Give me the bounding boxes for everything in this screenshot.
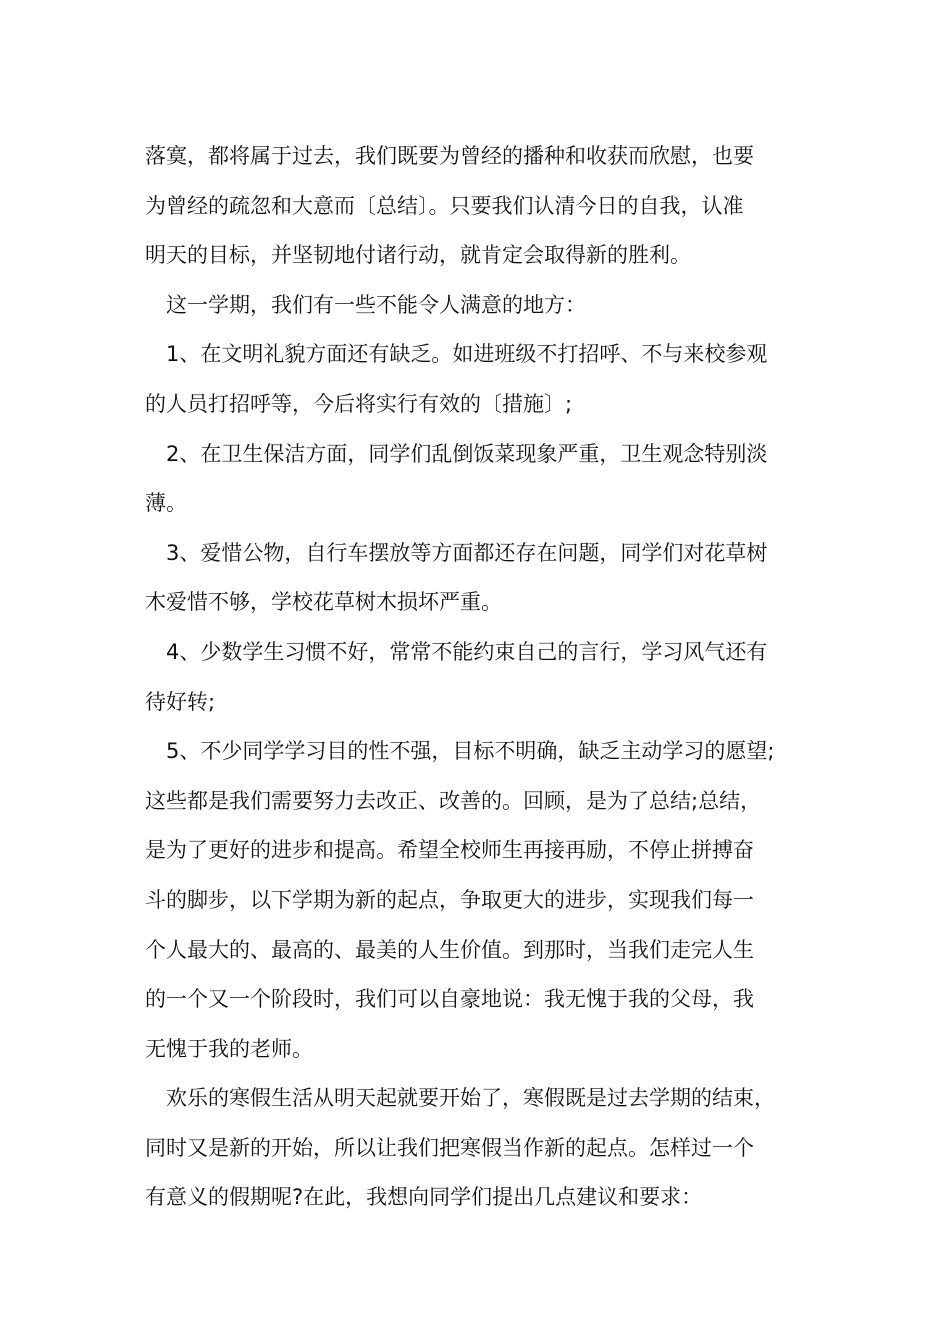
text-line: 斗的脚步，以下学期为新的起点，争取更大的进步，实现我们每一 (145, 887, 754, 912)
text-line: 3、爱惜公物，自行车摆放等方面都还存在问题，同学们对花草树 (166, 540, 768, 565)
text-line: 为曾经的疏忽和大意而〔总结〕。只要我们认清今日的自我，认准 (145, 193, 744, 218)
text-line: 薄。 (145, 491, 187, 516)
text-line: 1、在文明礼貌方面还有缺乏。如进班级不打招呼、不与来校参观 (166, 342, 768, 367)
text-line: 待好转; (145, 689, 216, 714)
text-line: 个人最大的、最高的、最美的人生价值。到那时，当我们走完人生 (145, 937, 754, 962)
text-line: 有意义的假期呢?在此，我想向同学们提出几点建议和要求： (145, 1185, 703, 1210)
document-body (145, 132, 825, 1223)
text-line: 是为了更好的进步和提高。希望全校师生再接再励，不停止拼搏奋 (145, 838, 754, 863)
text-line: 明天的目标，并坚韧地付诸行动，就肯定会取得新的胜利。 (145, 243, 691, 268)
text-line: 欢乐的寒假生活从明天起就要开始了，寒假既是过去学期的结束， (166, 1086, 775, 1111)
text-line: 这一学期，我们有一些不能令人满意的地方： (166, 292, 586, 317)
text-line: 的人员打招呼等，今后将实行有效的〔措施〕; (145, 391, 573, 416)
text-line: 5、不少同学学习目的性不强，目标不明确，缺乏主动学习的愿望; (166, 739, 775, 764)
text-line: 这些都是我们需要努力去改正、改善的。回顾，是为了总结;总结， (145, 788, 762, 813)
text-line: 2、在卫生保洁方面，同学们乱倒饭菜现象严重，卫生观念特别淡 (166, 441, 768, 466)
text-line: 木爱惜不够，学校花草树木损坏严重。 (145, 590, 502, 615)
text-line: 4、少数学生习惯不好，常常不能约束自己的言行，学习风气还有 (166, 639, 768, 664)
text-line: 同时又是新的开始，所以让我们把寒假当作新的起点。怎样过一个 (145, 1135, 754, 1160)
text-line: 无愧于我的老师。 (145, 1036, 313, 1061)
text-line: 的一个又一个阶段时，我们可以自豪地说：我无愧于我的父母，我 (145, 987, 754, 1012)
text-line: 落寞，都将属于过去，我们既要为曾经的播种和收获而欣慰，也要 (145, 144, 754, 168)
